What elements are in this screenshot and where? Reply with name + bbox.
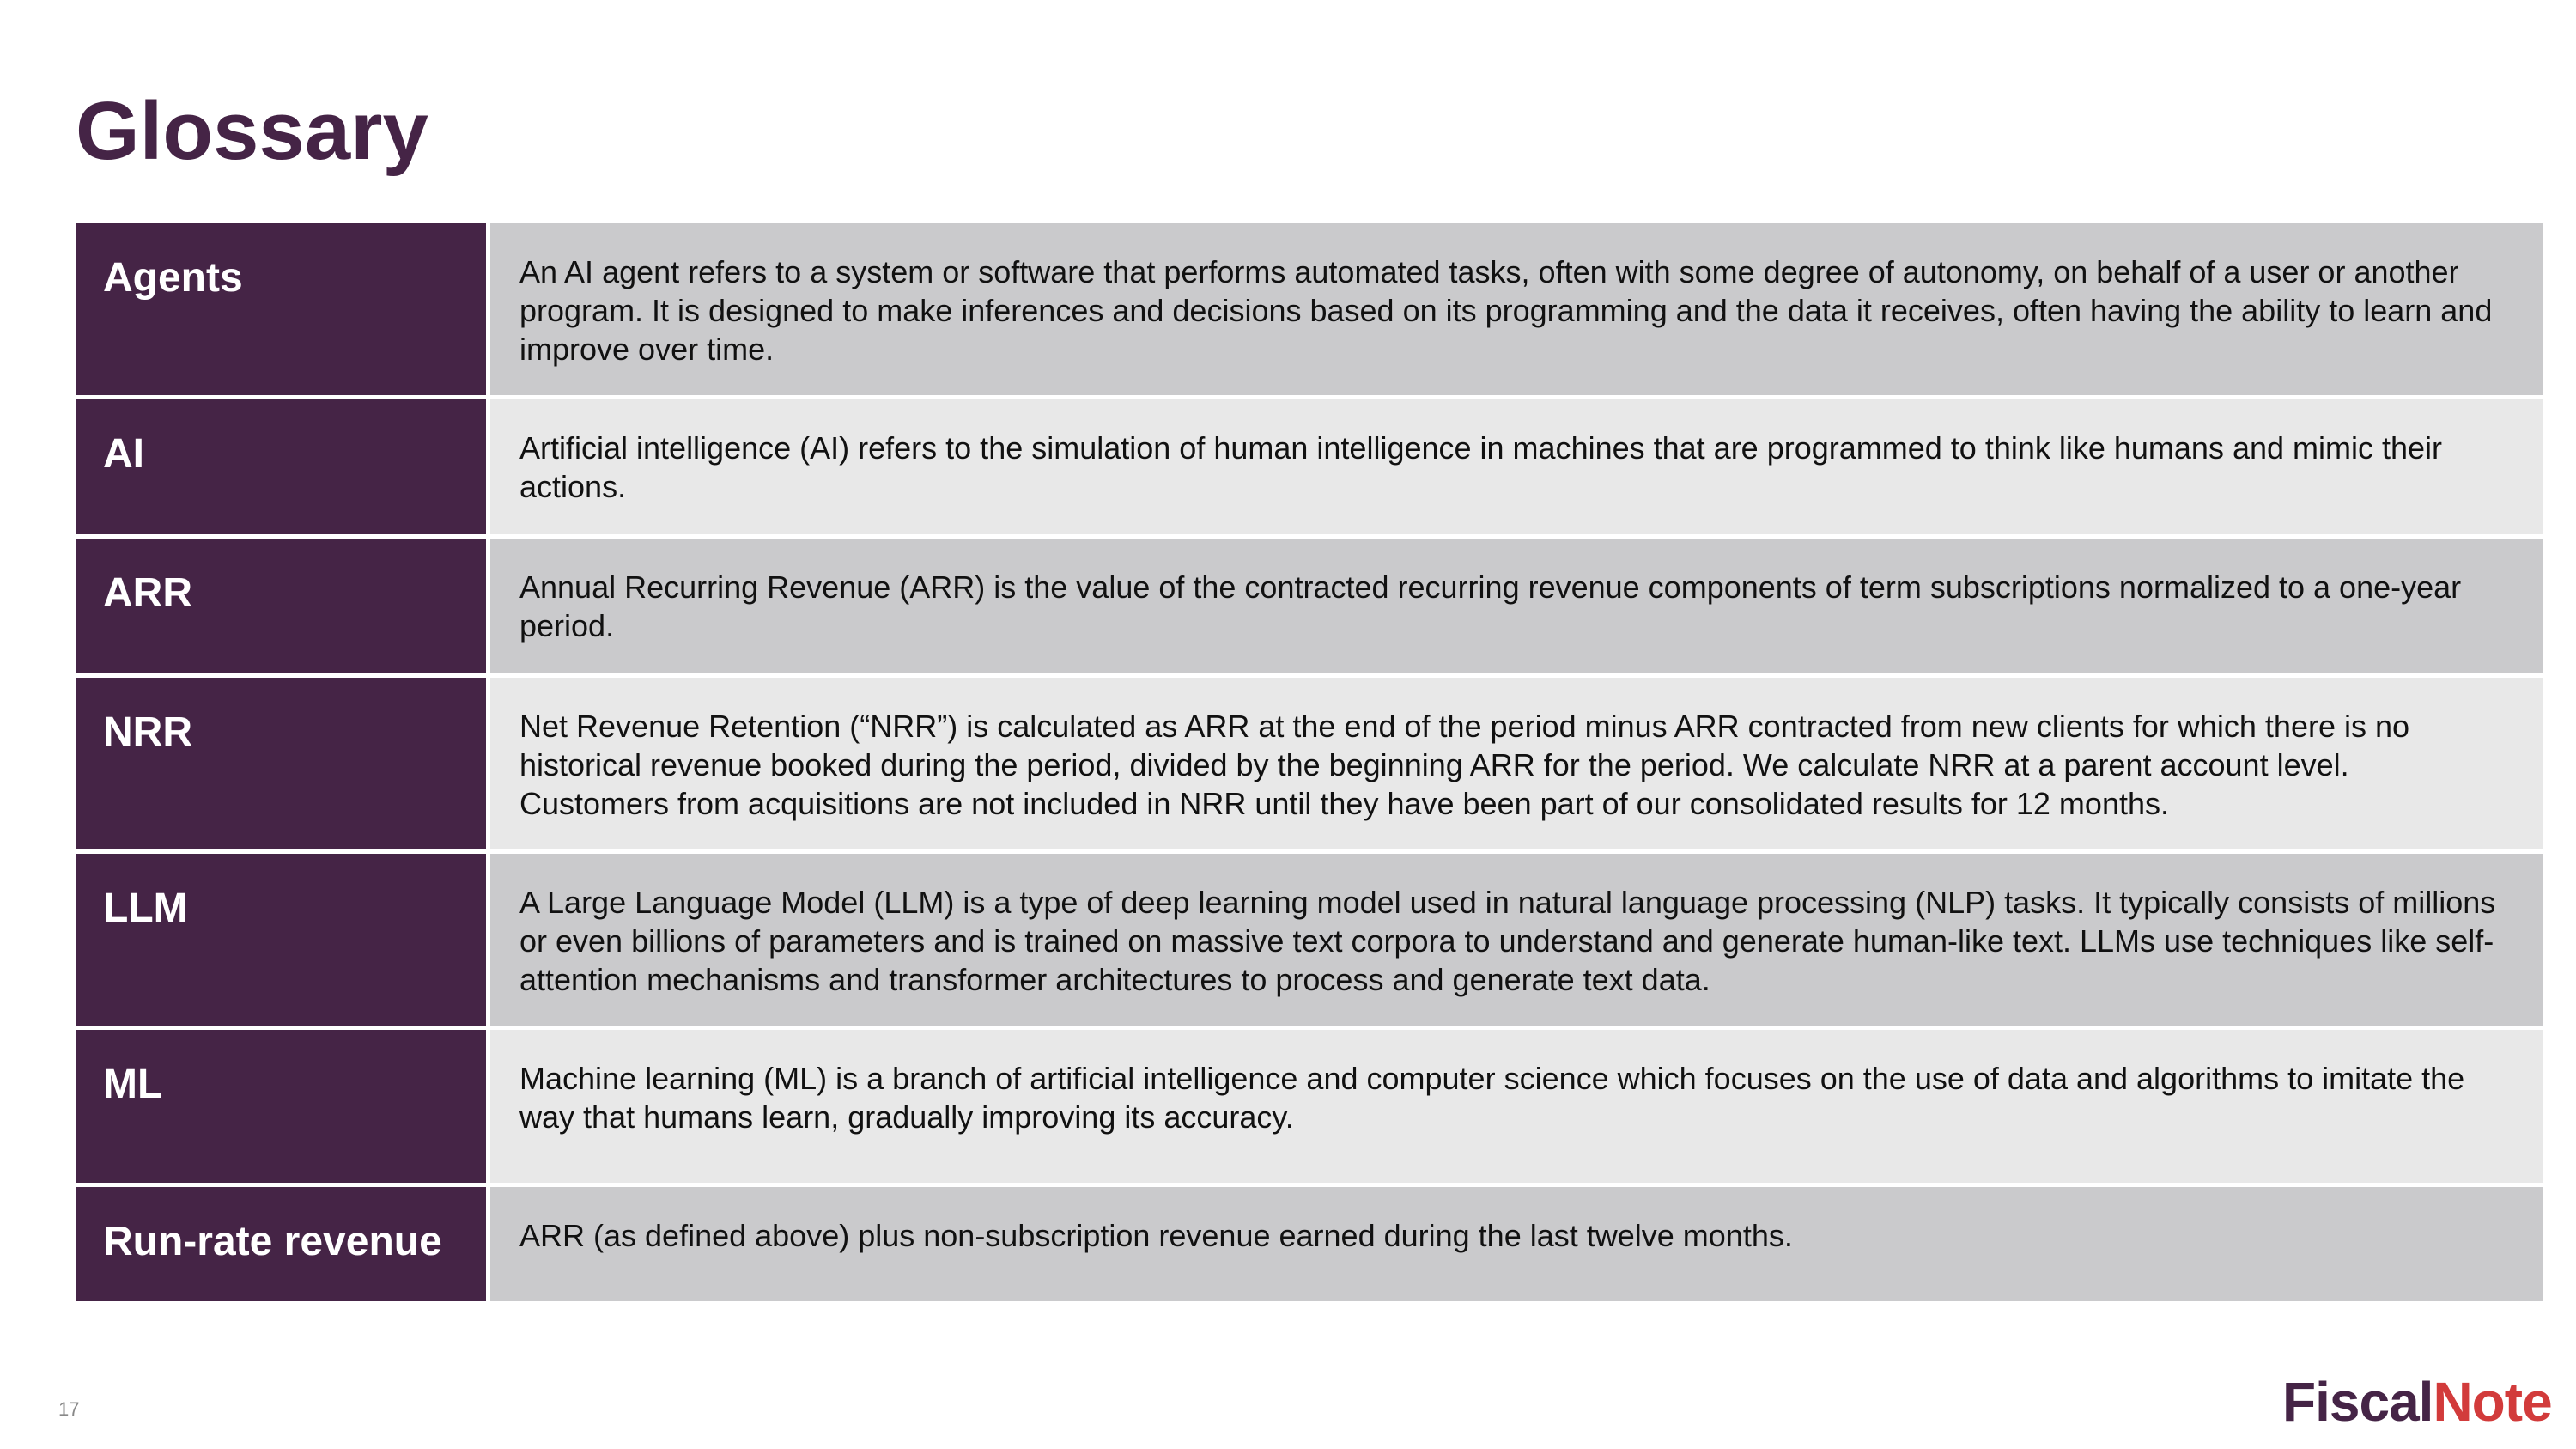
glossary-table — [76, 223, 2543, 1301]
glossary-term: Run-rate revenue — [76, 1187, 486, 1301]
glossary-definition: A Large Language Model (LLM) is a type of deep learning model used in natural language processing (NLP) tasks. It typically consists of millions or even billions of parameters and is trained on massive text corpora to understand and generate human-like text. LLMs use techniques like self-attention mechanisms and transformer architectures to process and generate text data. — [490, 854, 2543, 1026]
glossary-definition: Annual Recurring Revenue (ARR) is the value of the contracted recurring revenue components of term subscriptions normalized to a one-year period. — [490, 539, 2543, 673]
page-number: 17 — [58, 1398, 80, 1420]
page-title: Glossary — [76, 85, 428, 177]
glossary-row — [76, 399, 2543, 534]
glossary-term: LLM — [76, 854, 486, 1026]
glossary-definition: Artificial intelligence (AI) refers to the simulation of human intelligence in machines that are programmed to think like humans and mimic their actions. — [490, 399, 2543, 534]
glossary-row — [76, 854, 2543, 1026]
glossary-term: AI — [76, 399, 486, 534]
logo-text-note: Note — [2433, 1371, 2552, 1433]
glossary-term: NRR — [76, 678, 486, 849]
glossary-definition: An AI agent refers to a system or software that performs automated tasks, often with some degree of autonomy, on behalf of a user or another program. It is designed to make inferences and decisions based on its programming and the data it receives, often having the ability to learn and improve over time. — [490, 223, 2543, 395]
glossary-row — [76, 1030, 2543, 1183]
fiscalnote-logo — [2282, 1370, 2552, 1434]
glossary-row — [76, 678, 2543, 849]
glossary-definition: Machine learning (ML) is a branch of artificial intelligence and computer science which focuses on the use of data and algorithms to imitate the way that humans learn, gradually improving its accuracy. — [490, 1030, 2543, 1183]
glossary-definition: Net Revenue Retention (“NRR”) is calculated as ARR at the end of the period minus ARR contracted from new clients for which there is no historical revenue booked during the period, divided by the beginning ARR for the period. We calculate NRR at a parent account level. Customers from acquisitions are not included in NRR until they have been part of our consolidated results for 12 months. — [490, 678, 2543, 849]
glossary-row — [76, 1187, 2543, 1301]
glossary-row — [76, 539, 2543, 673]
glossary-row — [76, 223, 2543, 395]
glossary-term: ML — [76, 1030, 486, 1183]
glossary-term: Agents — [76, 223, 486, 395]
glossary-term: ARR — [76, 539, 486, 673]
logo-text-fiscal: Fiscal — [2282, 1371, 2433, 1433]
glossary-definition: ARR (as defined above) plus non-subscription revenue earned during the last twelve months. — [490, 1187, 2543, 1301]
